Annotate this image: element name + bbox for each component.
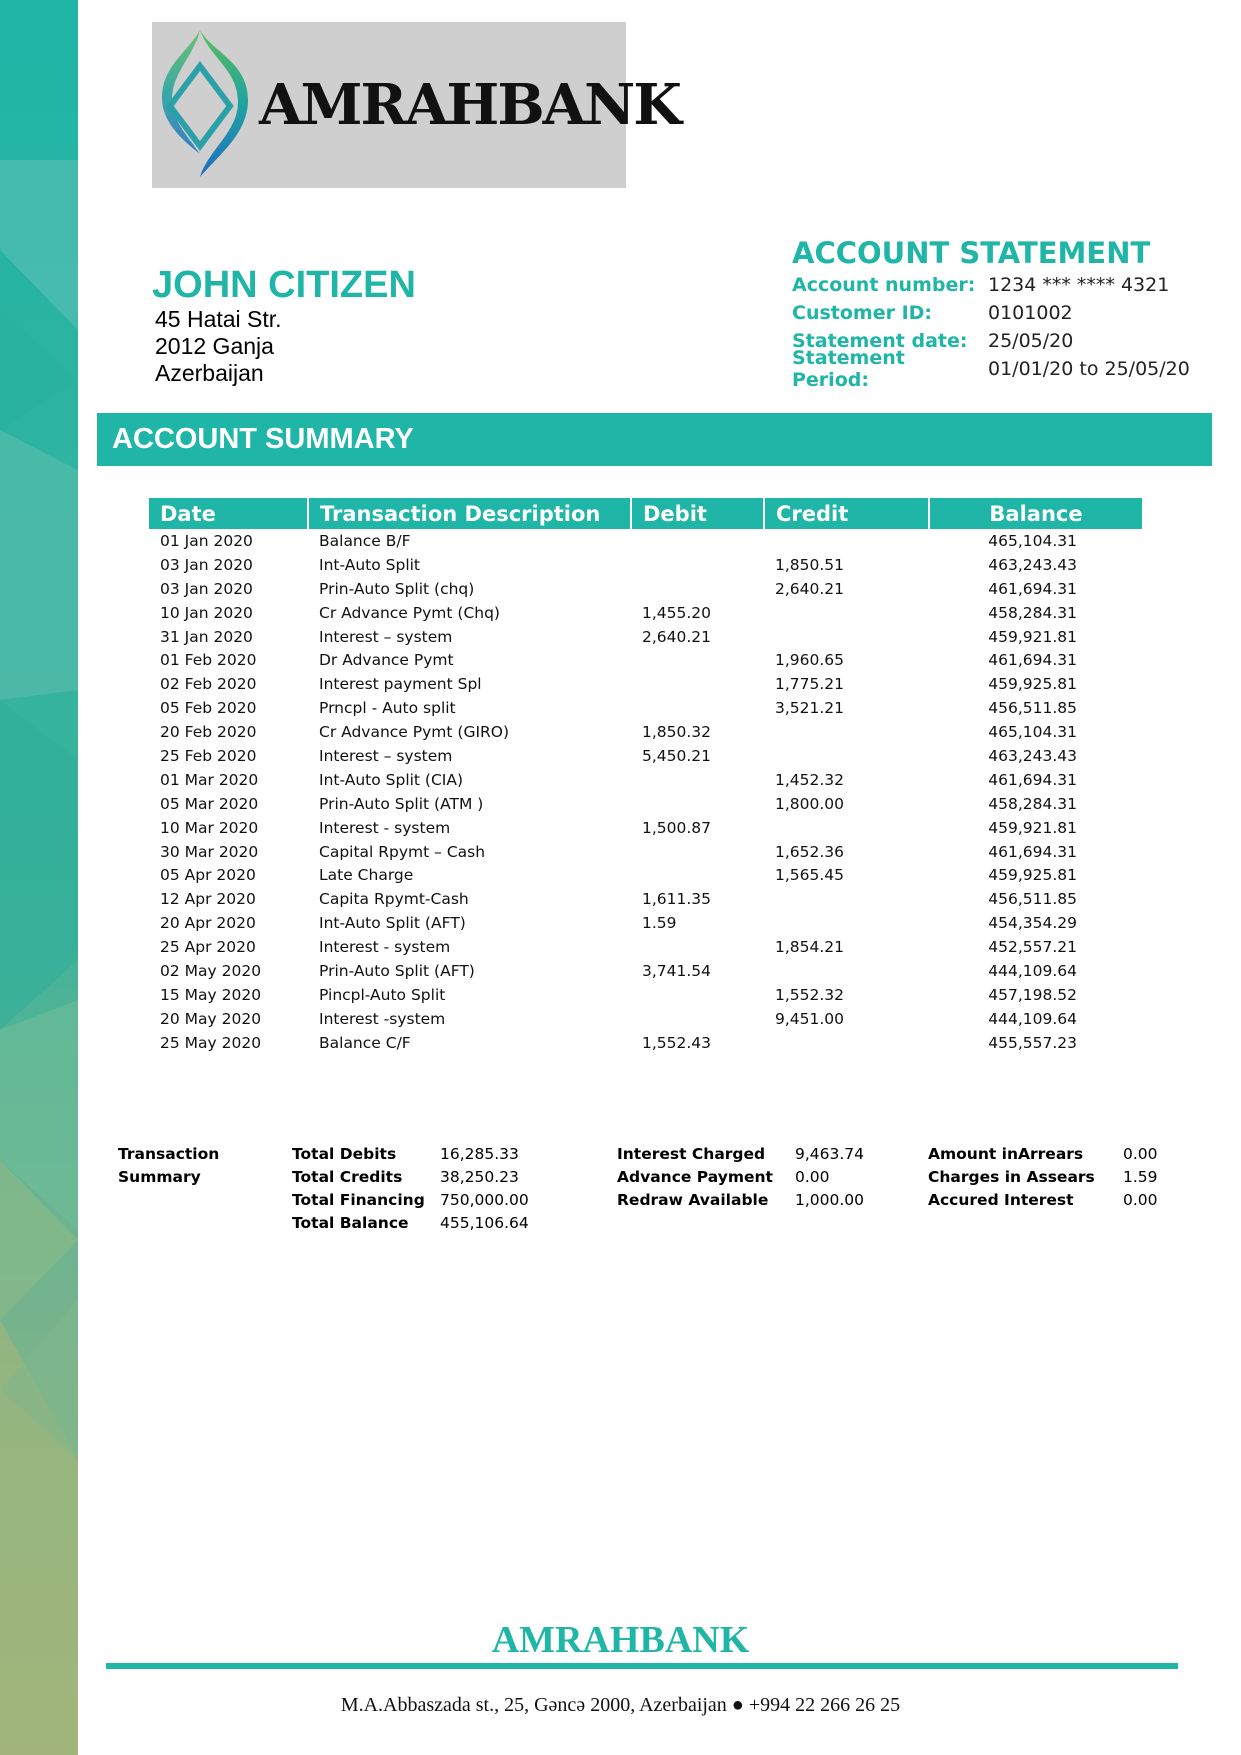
column-header-debit: Debit (631, 498, 764, 529)
cell-credit (764, 625, 929, 649)
account-summary-band (97, 413, 1212, 466)
account-number-row (792, 271, 1190, 299)
cell-credit: 3,521.21 (775, 699, 845, 718)
cell-debit: 2,640.21 (642, 627, 712, 646)
cell-description: Prncpl - Auto split (319, 699, 456, 718)
summary-label-line: Summary (118, 1168, 201, 1186)
statement-date-value: 25/05/20 (988, 330, 1074, 352)
amount-in-arrears-row (928, 1143, 1158, 1166)
field-label: Statement Period: (792, 347, 905, 391)
table-row (149, 744, 1142, 768)
cell-debit: 1,850.32 (642, 723, 712, 742)
cell-description: Interest - system (319, 938, 451, 957)
total-label: Amount inArrears (928, 1145, 1084, 1163)
cell-description: Interest -system (319, 1009, 446, 1028)
table-row (149, 601, 1142, 625)
footer-bank-name: AMRAHBANK (491, 1619, 750, 1661)
cell-description: Interest – system (319, 627, 453, 646)
customer-id-row (792, 299, 1190, 327)
cell-balance: 461,694.31 (988, 770, 1077, 789)
cell-balance: 458,284.31 (988, 603, 1077, 622)
cell-balance: 459,921.81 (988, 818, 1077, 837)
total-value: 0.00 (795, 1168, 830, 1186)
total-label: Redraw Available (617, 1191, 769, 1209)
cell-debit: 5,450.21 (642, 746, 712, 765)
cell-credit: 9,451.00 (775, 1009, 845, 1028)
cell-description: Interest payment Spl (319, 675, 482, 694)
cell-date: 10 Jan 2020 (160, 603, 253, 622)
cell-debit: 3,741.54 (642, 961, 712, 980)
cell-credit (764, 911, 929, 935)
charges-in-arrears-row (928, 1166, 1158, 1189)
field-label: Account number: (792, 274, 976, 296)
table-row (149, 553, 1142, 577)
total-value: 9,463.74 (795, 1145, 865, 1163)
cell-balance: 458,284.31 (988, 794, 1077, 813)
totals-group-2 (617, 1143, 864, 1212)
cell-description: Prin-Auto Split (chq) (319, 579, 475, 598)
cell-date: 20 May 2020 (160, 1009, 262, 1028)
cell-date: 05 Mar 2020 (160, 794, 259, 813)
table-row (149, 935, 1142, 959)
bank-emblem-icon (152, 22, 262, 188)
footer-address: M.A.Abbaszada st., 25, Gəncə 2000, Azerbaijan ● +994 22 266 26 25 (340, 1694, 901, 1716)
column-header-description: Transaction Description (308, 498, 631, 529)
cell-date: 20 Feb 2020 (160, 723, 257, 742)
cell-date: 01 Jan 2020 (160, 531, 253, 550)
cell-description: Cr Advance Pymt (Chq) (319, 603, 500, 622)
column-header-balance: Balance (929, 498, 1142, 529)
cell-debit (631, 672, 764, 696)
cell-balance: 457,198.52 (988, 985, 1077, 1004)
cell-description: Balance B/F (319, 531, 411, 550)
total-label: Interest Charged (617, 1145, 766, 1163)
cell-debit (631, 983, 764, 1007)
cell-credit (764, 601, 929, 625)
cell-description: Interest - system (319, 818, 451, 837)
cell-debit (631, 553, 764, 577)
cell-description: Prin-Auto Split (AFT) (319, 961, 475, 980)
accrued-interest-row (928, 1189, 1158, 1212)
cell-balance: 456,511.85 (988, 699, 1077, 718)
table-row (149, 840, 1142, 864)
table-row (149, 625, 1142, 649)
cell-date: 01 Mar 2020 (160, 770, 259, 789)
cell-balance: 452,557.21 (988, 938, 1077, 957)
cell-debit: 1,552.43 (642, 1033, 712, 1052)
cell-description: Prin-Auto Split (ATM ) (319, 794, 484, 813)
column-header-credit: Credit (764, 498, 929, 529)
cell-balance: 459,925.81 (988, 866, 1077, 885)
table-row (149, 816, 1142, 840)
table-row (149, 648, 1142, 672)
cell-credit (764, 529, 929, 553)
table-row (149, 768, 1142, 792)
totals-group-1 (292, 1143, 529, 1235)
cell-description: Capital Rpymt – Cash (319, 842, 486, 861)
table-row (149, 863, 1142, 887)
field-label: Customer ID: (792, 302, 933, 324)
cell-credit: 1,800.00 (775, 794, 845, 813)
cell-credit (764, 887, 929, 911)
cell-date: 05 Feb 2020 (160, 699, 257, 718)
address-line: 45 Hatai Str. (155, 306, 282, 332)
cell-balance: 461,694.31 (988, 842, 1077, 861)
cell-description: Pincpl-Auto Split (319, 985, 446, 1004)
customer-name: JOHN CITIZEN (152, 264, 416, 306)
cell-credit: 1,850.51 (775, 555, 845, 574)
cell-date: 10 Mar 2020 (160, 818, 259, 837)
cell-debit (631, 840, 764, 864)
cell-credit: 1,652.36 (775, 842, 845, 861)
table-row (149, 1031, 1142, 1055)
cell-balance: 444,109.64 (988, 1009, 1077, 1028)
cell-description: Int-Auto Split (319, 555, 421, 574)
cell-balance: 465,104.31 (988, 723, 1077, 742)
cell-debit (631, 1007, 764, 1031)
total-label: Total Financing (292, 1191, 425, 1209)
cell-date: 25 May 2020 (160, 1033, 262, 1052)
decorative-side-strip (0, 0, 78, 1755)
redraw-available-row (617, 1189, 864, 1212)
transaction-summary-label (118, 1143, 219, 1189)
cell-debit (631, 696, 764, 720)
bank-logo (152, 22, 680, 188)
statement-period-row (792, 347, 1190, 391)
cell-date: 31 Jan 2020 (160, 627, 253, 646)
cell-balance: 454,354.29 (988, 914, 1077, 933)
table-header-row (149, 498, 1142, 529)
table-row (149, 887, 1142, 911)
cell-credit (764, 959, 929, 983)
cell-debit: 1,500.87 (642, 818, 712, 837)
cell-description: Int-Auto Split (AFT) (319, 914, 466, 933)
total-value: 750,000.00 (440, 1191, 529, 1209)
cell-credit: 1,452.32 (775, 770, 845, 789)
cell-credit: 1,552.32 (775, 985, 845, 1004)
total-value: 0.00 (1123, 1191, 1158, 1209)
cell-debit (631, 577, 764, 601)
cell-balance: 461,694.31 (988, 651, 1077, 670)
cell-balance: 456,511.85 (988, 890, 1077, 909)
account-summary-title: ACCOUNT SUMMARY (112, 423, 414, 455)
total-label: Charges in Assears (928, 1168, 1095, 1186)
cell-date: 25 Apr 2020 (160, 938, 256, 957)
table-row (149, 696, 1142, 720)
cell-balance: 444,109.64 (988, 961, 1077, 980)
transactions-body (149, 529, 1142, 1055)
cell-date: 03 Jan 2020 (160, 579, 253, 598)
cell-credit: 1,775.21 (775, 675, 845, 694)
cell-credit (764, 744, 929, 768)
customer-id-value: 0101002 (988, 302, 1073, 324)
cell-balance: 463,243.43 (988, 746, 1077, 765)
table-row (149, 792, 1142, 816)
interest-charged-row (617, 1143, 864, 1166)
cell-credit (764, 1031, 929, 1055)
cell-credit: 2,640.21 (775, 579, 845, 598)
account-number-value: 1234 *** **** 4321 (988, 274, 1170, 296)
cell-balance: 455,557.23 (988, 1033, 1077, 1052)
statement-info (792, 271, 1190, 391)
cell-debit (631, 529, 764, 553)
cell-description: Balance C/F (319, 1033, 411, 1052)
cell-description: Interest – system (319, 746, 453, 765)
address-line: 2012 Ganja (155, 333, 274, 359)
total-value: 1.59 (1123, 1168, 1158, 1186)
table-row (149, 672, 1142, 696)
address-line: Azerbaijan (155, 360, 264, 386)
cell-description: Dr Advance Pymt (319, 651, 454, 670)
cell-description: Capita Rpymt-Cash (319, 890, 469, 909)
field-label: Statement date: (792, 330, 968, 352)
total-value: 455,106.64 (440, 1214, 529, 1232)
table-row (149, 720, 1142, 744)
cell-date: 02 Feb 2020 (160, 675, 257, 694)
cell-debit (631, 648, 764, 672)
total-label: Total Credits (292, 1168, 403, 1186)
total-balance-row (292, 1212, 529, 1235)
cell-debit (631, 935, 764, 959)
customer-address (155, 306, 282, 387)
cell-balance: 461,694.31 (988, 579, 1077, 598)
cell-date: 20 Apr 2020 (160, 914, 256, 933)
cell-date: 25 Feb 2020 (160, 746, 257, 765)
cell-credit (764, 720, 929, 744)
column-header-date: Date (149, 498, 308, 529)
table-row (149, 1007, 1142, 1031)
cell-debit: 1,455.20 (642, 603, 712, 622)
cell-date: 02 May 2020 (160, 961, 262, 980)
advance-payment-row (617, 1166, 864, 1189)
cell-credit (764, 816, 929, 840)
cell-date: 03 Jan 2020 (160, 555, 253, 574)
cell-balance: 459,925.81 (988, 675, 1077, 694)
summary-label-line: Transaction (118, 1145, 220, 1163)
total-financing-row (292, 1189, 529, 1212)
cell-debit: 1.59 (642, 914, 677, 933)
cell-balance: 459,921.81 (988, 627, 1077, 646)
table-row (149, 959, 1142, 983)
cell-description: Cr Advance Pymt (GIRO) (319, 723, 510, 742)
total-label: Advance Payment (617, 1168, 773, 1186)
cell-credit: 1,565.45 (775, 866, 845, 885)
cell-balance: 465,104.31 (988, 531, 1077, 550)
transactions-table (149, 498, 1142, 1055)
cell-credit: 1,854.21 (775, 938, 845, 957)
cell-debit (631, 863, 764, 887)
cell-description: Late Charge (319, 866, 414, 885)
cell-date: 01 Feb 2020 (160, 651, 257, 670)
cell-credit: 1,960.65 (775, 651, 845, 670)
cell-debit: 1,611.35 (642, 890, 712, 909)
footer-divider (106, 1663, 1178, 1669)
total-label: Total Balance (292, 1214, 409, 1232)
total-value: 1,000.00 (795, 1191, 865, 1209)
statement-title: ACCOUNT STATEMENT (792, 236, 1151, 270)
cell-date: 05 Apr 2020 (160, 866, 256, 885)
table-row (149, 983, 1142, 1007)
statement-period-value: 01/01/20 to 25/05/20 (988, 358, 1190, 380)
totals-group-3 (928, 1143, 1158, 1212)
total-value: 38,250.23 (440, 1168, 519, 1186)
cell-date: 30 Mar 2020 (160, 842, 259, 861)
total-label: Total Debits (292, 1145, 397, 1163)
table-row (149, 911, 1142, 935)
total-debits-row (292, 1143, 529, 1166)
cell-date: 12 Apr 2020 (160, 890, 256, 909)
total-value: 0.00 (1123, 1145, 1158, 1163)
cell-description: Int-Auto Split (CIA) (319, 770, 464, 789)
total-value: 16,285.33 (440, 1145, 519, 1163)
table-row (149, 577, 1142, 601)
cell-debit (631, 792, 764, 816)
total-label: Accured Interest (928, 1191, 1074, 1209)
total-credits-row (292, 1166, 529, 1189)
table-row (149, 529, 1142, 553)
cell-balance: 463,243.43 (988, 555, 1077, 574)
cell-debit (631, 768, 764, 792)
cell-date: 15 May 2020 (160, 985, 262, 1004)
bank-logo-wordmark: AMRAHBANK (259, 72, 680, 138)
